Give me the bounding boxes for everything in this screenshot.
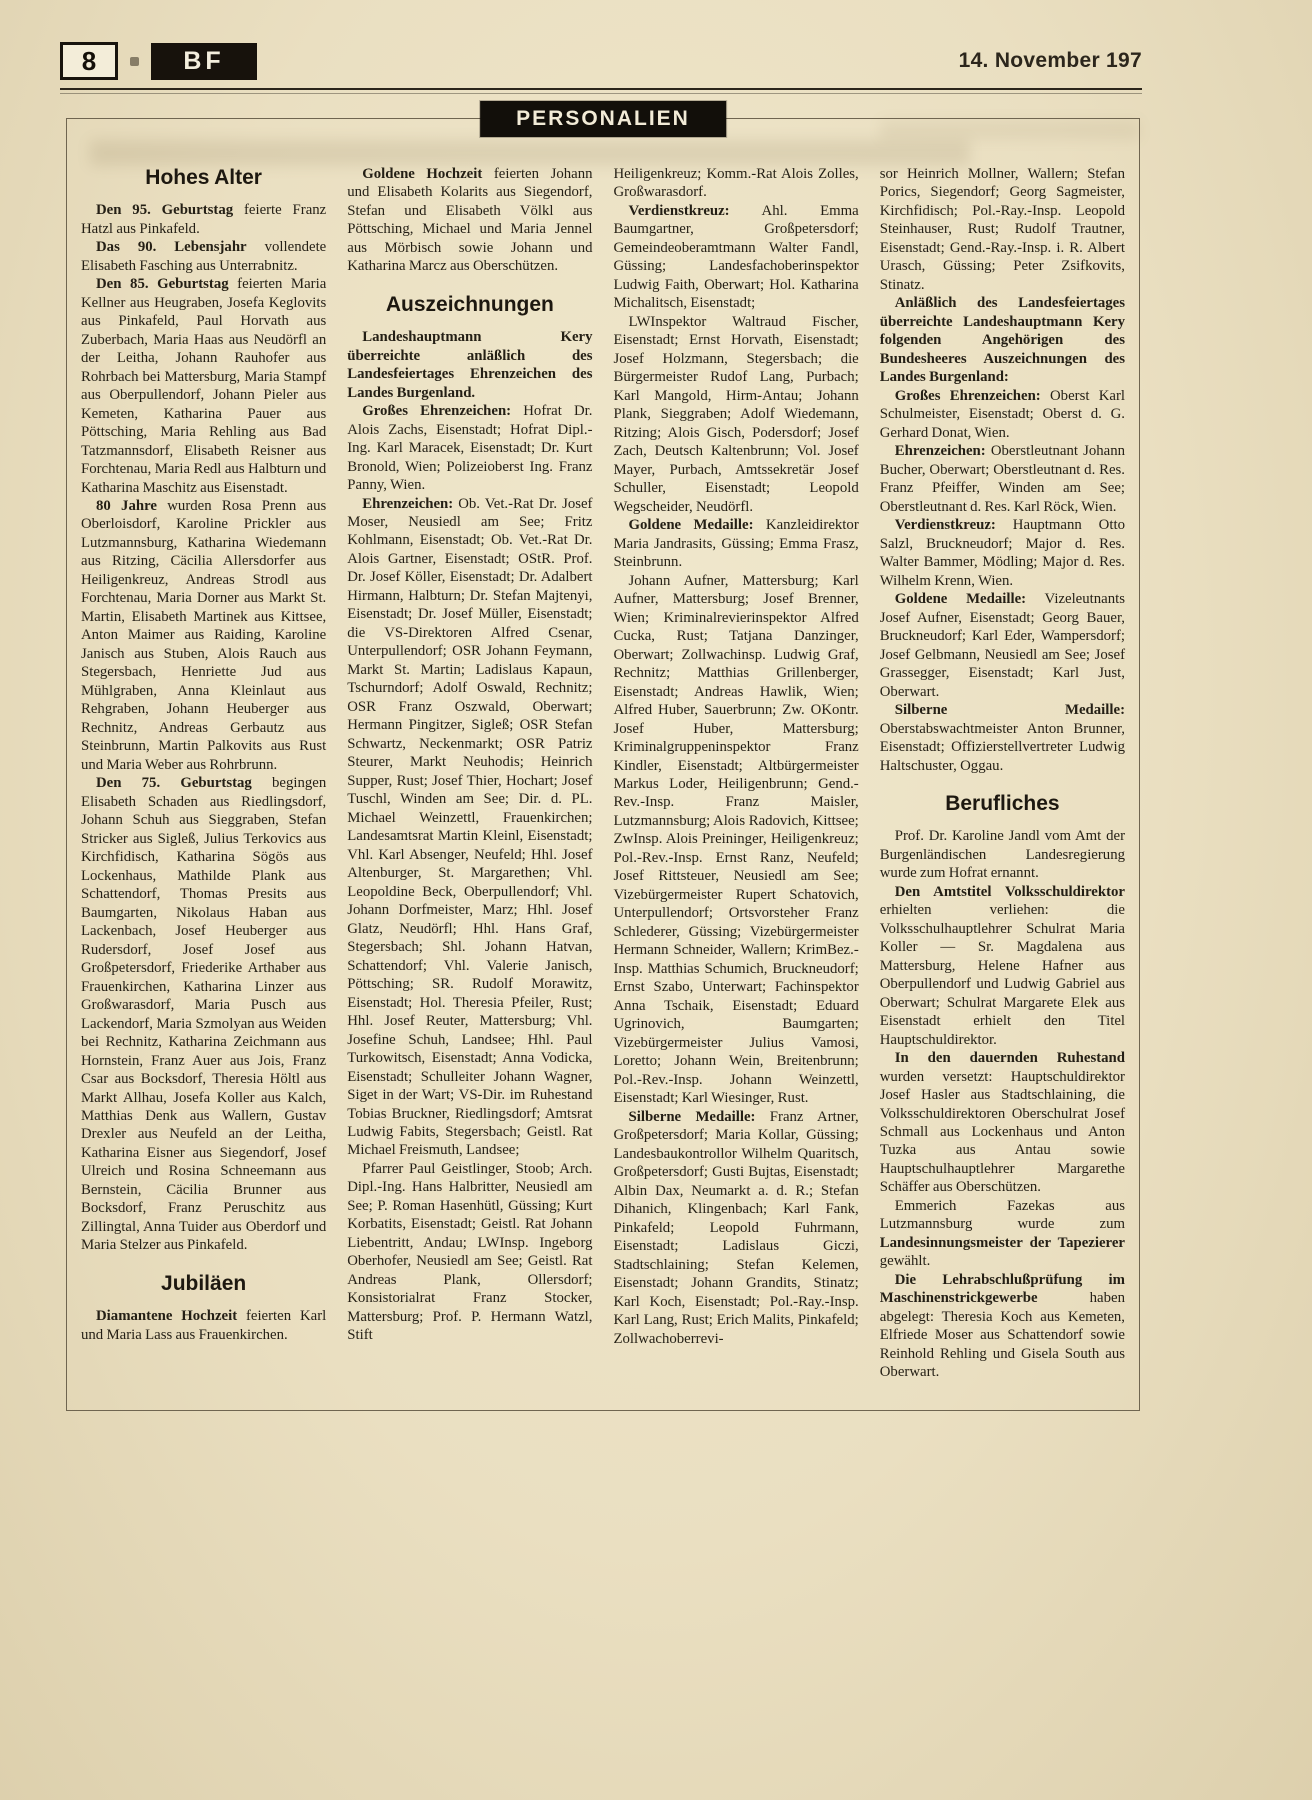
bold-lead-text: Den 95. Geburtstag: [96, 202, 234, 219]
paragraph: [614, 516, 859, 571]
paragraph: [880, 1049, 1125, 1197]
body-text: feierten Johann und Elisabeth Kolarits aus Siegendorf, Stefan und Elisabeth Völkl aus Pöttsching, Michael und Maria Jennel aus Mörbisch sowie Johann und Katharina Marcz aus Oberschützen.: [347, 166, 593, 275]
paragraph: [347, 165, 592, 276]
paragraph: [81, 201, 326, 238]
paragraph: [347, 328, 592, 402]
body-text: wurden versetzt: Hauptschuldirektor Josef Hasler aus Stadtschlaining, die Volksschuldirektoren Oberschulrat Josef Schmall aus Lockenhaus und Anton Tuzka aus Antau sowie Hauptschulhauptlehrer Margarethe Schäffer aus Oberschützen.: [879, 1068, 1125, 1196]
body-text: Emmerich Fazekas aus Lutzmannsburg wurde zum: [879, 1197, 1125, 1233]
body-text: Kanzleidirektor Maria Jandrasits, Güssing; Emma Frasz, Steinbrunn.: [613, 517, 859, 571]
section-heading: Berufliches: [945, 791, 1060, 815]
paragraph: [880, 883, 1125, 1049]
paragraph: [347, 495, 592, 1160]
body-text: Prof. Dr. Karoline Jandl vom Amt der Burgenländischen Landesregierung wurde zum Hofrat ernannt.: [879, 828, 1125, 882]
body-text: Hofrat Dr. Alois Zachs, Eisenstadt; Hofrat Dipl.-Ing. Karl Maracek, Eisenstadt; Dr. Kurt Bronold, Wien; Polizeioberst Ing. Franz Panny, Wien.: [347, 403, 593, 494]
edition-code: BF: [183, 46, 225, 75]
bold-lead-text: Verdienstkreuz:: [894, 517, 996, 534]
section-heading: Hohes Alter: [145, 166, 262, 189]
page-number: 8: [81, 45, 97, 76]
page-number-box: [60, 42, 118, 80]
column-3: [614, 165, 859, 1382]
paragraph: [81, 275, 326, 497]
section-banner: [480, 101, 726, 137]
body-text: begingen Elisabeth Schaden aus Riedlingsdorf, Johann Schuh aus Sieggraben, Stefan Stricker aus Sigleß, Julius Terkovics aus Kirchfidisch, Katharina Sögös aus Lockenhaus, Mathilde Plank aus Schattendorf, Thomas Presits aus Baumgarten, Nikolaus Haban aus Lackenbach, Josef Heuberger aus Rudersdorf, Josef Josef aus Großpetersdorf, Friederike Arthaber aus Frauenkirchen, Katharina Linzer aus Großwarasdorf, Maria Pusch aus Lackendorf, Maria Szmolyan aus Weiden bei Rechnitz, Katharina Zeichmann aus Hornstein, Franz Auer aus Jois, Franz Csar aus Bocksdorf, Theresia Höltl aus Markt Allhau, Josefa Koller aus Kalch, Matthias Denk aus Wallern, Gustav Drexler aus Neufeld an der Leitha, Katharina Eisner aus Siegendorf, Josef Ulreich und Rosina Schneemann aus Bernstein, Cäcilia Brunner aus Bocksdorf, Franz Peruschitz aus Zillingtal, Anna Tuider aus Oberdorf und Maria Stelzer aus Pinkafeld.: [81, 775, 327, 1254]
header-dot-mark: [130, 57, 139, 66]
issue-date: 14. November 197: [958, 49, 1142, 72]
paragraph: [880, 1271, 1125, 1382]
body-text: gewählt.: [879, 1253, 931, 1270]
bold-lead-text: Goldene Hochzeit: [362, 166, 483, 182]
body-text: Vizeleutnants Josef Aufner, Eisenstadt; Georg Bauer, Bruckneudorf; Karl Eder, Wampersdorf; Josef Gelbmann, Neusiedl am See; Josef Grassegger, Eisenstadt; Karl Just, Oberwart.: [879, 591, 1125, 700]
paragraph: [880, 516, 1125, 590]
paragraph: [347, 1160, 592, 1345]
paragraph: [880, 442, 1125, 516]
body-text: Oberst Karl Schulmeister, Eisenstadt; Oberst d. G. Gerhard Donat, Wien.: [879, 387, 1125, 441]
column-4: [880, 165, 1125, 1382]
body-text: haben abgelegt: Theresia Koch aus Kemeten, Elfriede Moser aus Schattendorf sowie Reinhold Rehling und Gisela South aus Oberwart.: [879, 1290, 1125, 1381]
body-text: Pfarrer Paul Geistlinger, Stoob; Arch. Dipl.-Ing. Hans Halbritter, Neusiedl am See; P. Roman Hasenhütl, Güssing; Kurt Korbatits, Eisenstadt; Geistl. Rat Johann Liebentritt, Andau; LWInsp. Ingeborg Oberhofer, Neusiedl am See; Geistl. Rat Andreas Plank, Ollersdorf; Konsistorialrat Franz Stocker, Mattersburg; Prof. P. Hermann Watzl, Stift: [347, 1160, 593, 1344]
body-text: Franz Artner, Großpetersdorf; Maria Kollar, Güssing; Landesbaukontrollor Wilhelm Quaritsch, Großpetersdorf; Gusti Bujtas, Eisenstadt; Albin Dax, Neumarkt a. d. R.; Stefan Dihanich, Klingenbach; Karl Fank, Pinkafeld; Leopold Fuhrmann, Eisenstadt; Ladislaus Giczi, Stadtschlaining; Stefan Kelemen, Eisenstadt; Johann Grandits, Stinatz; Karl Koch, Eisenstadt; Pol.-Ray.-Insp. Karl Lang, Rust; Erich Malits, Pinkafeld; Zollwachoberrevi-: [613, 1108, 859, 1347]
bold-lead-text: Landeshauptmann Kery überreichte anläßlich des Landesfeiertages Ehrenzeichen des Landes Burgenland.: [347, 329, 593, 401]
bold-lead-text: Diamantene Hochzeit: [96, 1308, 238, 1325]
body-text: feierte Franz Hatzl aus Pinkafeld.: [81, 202, 327, 237]
body-text: feierten Karl und Maria Lass aus Frauenkirchen.: [81, 1308, 327, 1343]
bold-lead-text: Die Lehrabschlußprüfung im Maschinenstrickgewerbe: [879, 1271, 1125, 1307]
bold-lead-text: Goldene Medaille:: [628, 517, 754, 534]
paragraph: [880, 590, 1125, 701]
bold-lead-text: 80 Jahre: [96, 498, 157, 514]
edition-code-box: [151, 43, 257, 80]
page-header: [60, 40, 1142, 82]
paragraph: [81, 238, 326, 275]
bold-lead-text: Das 90. Lebensjahr: [96, 239, 247, 256]
personalien-article: [66, 107, 1140, 1411]
body-text: Heiligenkreuz; Komm.-Rat Alois Zolles, Großwarasdorf.: [613, 166, 859, 201]
body-text: erhielten verliehen: die Volksschulhauptlehrer Schulrat Maria Koller — Sr. Magdalena aus Mattersburg, Helene Hafner aus Oberpullendorf und Ludwig Gabriel aus Oberwart; Schulrat Margarete Elek aus Eisenstadt erhielt den Titel Hauptschuldirektor.: [879, 902, 1125, 1048]
body-text: Johann Aufner, Mattersburg; Karl Aufner, Mattersburg; Josef Brenner, Wien; Kriminalrevierinspektor Alfred Cucka, Rust; Tatjana Danzinger, Oberwart; Zollwachinsp. Ludwig Graf, Rechnitz; Matthias Grillenberger, Eisenstadt; Andreas Hawlik, Wien; Alfred Huber, Sauerbrunn; Zw. OKontr. Josef Huber, Mattersburg; Kriminalgruppeninspektor Franz Kindler, Eisenstadt; Altbürgermeister Markus Loder, Heiligenbrunn; Gend.-Rev.-Insp. Franz Maisler, Lutzmannsburg; Alois Radovich, Kittsee; ZwInsp. Alois Preininger, Heiligenkreuz; Pol.-Rev.-Insp. Ernst Ranz, Neufeld; Josef Rittsteuer, Neusiedl am See; Vizebürgermeister Rupert Schatovich, Unterpullendorf; Ortsvorsteher Franz Schlederer, Güssing; Vizebürgermeister Hermann Schneider, Wallern; KrimBez.-Insp. Matthias Schumich, Bruckneudorf; Ernst Szabo, Unterwart; Fachinspektor Anna Tschaik, Eisenstadt; Eduard Ugrinovich, Baumgarten; Vizebürgermeister Julius Vamosi, Loretto; Johann Wein, Breitenbrunn; Pol.-Rev.-Insp. Johann Weinzettl, Eisenstadt; Karl Wiesinger, Rust.: [613, 572, 859, 1107]
paragraph: [81, 497, 326, 774]
bold-lead-text: Großes Ehrenzeichen:: [894, 387, 1041, 404]
bold-lead-text: In den dauernden Ruhestand: [894, 1050, 1125, 1067]
columns-container: [81, 165, 1125, 1382]
paragraph: [880, 294, 1125, 386]
paragraph: [880, 701, 1125, 775]
header-rule: [60, 88, 1142, 90]
body-text: wurden Rosa Prenn aus Oberloisdorf, Karoline Prickler aus Lutzmannsburg, Katharina Wiedemann aus Ritzing, Cäcilia Allersdorfer aus Heiligenkreuz, Andreas Strodl aus Forchtenau, Maria Dorner aus Markt St. Martin, Elisabeth Martinek aus Kittsee, Anton Maimer aus Raiding, Karoline Janisch aus Stuben, Alois Rauch aus Stegersbach, Henriette Jud aus Mühlgraben, Anna Kleinlaut aus Rehgraben, Johann Heuberger aus Rechnitz, Andreas Gerbautz aus Steinbrunn, Martin Palkovits aus Rust und Maria Weber aus Rohrbrunn.: [81, 498, 327, 773]
section-heading: Auszeichnungen: [385, 292, 554, 316]
bold-lead-text: Silberne Medaille:: [628, 1108, 756, 1125]
column-2: [347, 165, 592, 1382]
paragraph: [614, 572, 859, 1108]
paragraph: [614, 1108, 859, 1348]
body-text: vollendete Elisabeth Fasching aus Unterrabnitz.: [81, 239, 327, 274]
paragraph: [81, 774, 326, 1255]
body-text: Ob. Vet.-Rat Dr. Josef Moser, Neusiedl am See; Fritz Kohlmann, Eisenstadt; Ob. Vet.-Rat Dr. Alois Gartner, Eisenstadt; OStR. Prof. Dr. Josef Köller, Eisenstadt; Dr. Adalbert Hirmann, Halbturn; Dr. Stefan Majtenyi, Eisenstadt; Dr. Josef Müller, Eisenstadt; die VS-Direktoren Alfred Csenar, Unterpullendorf; OSR Johann Feymann, Markt St. Martin; Ladislaus Kapaun, Tschurndorf; Adolf Oswald, Rechnitz; OSR Franz Oszwald, Oberwart; Hermann Pingitzer, Sigleß; OSR Stefan Schwartz, Neckenmarkt; OSR Patriz Steurer, Markt Neuhodis; Heinrich Supper, Rust; Josef Thier, Hochart; Josef Tuschl, Winden am See; Dir. d. PL. Michael Weinzettl, Frauenkirchen; Landesamtsrat Martin Kleinl, Eisenstadt; Vhl. Karl Absenger, Neufeld; Hhl. Josef Altenburger, St. Margarethen; Vhl. Leopoldine Beck, Oberpullendorf; Vhl. Johann Dorfmeister, Marz; Hhl. Josef Glatz, Neudörfl; Hhl. Hans Graf, Stegersbach; Shl. Johann Hatvan, Schattendorf; Vhl. Valerie Janisch, Pöttsching; SR. Rudolf Morawitz, Eisenstadt; Hol. Theresia Pfeiler, Rust; Hhl. Josef Reuter, Mattersburg; Vhl. Josefine Schuh, Landsee; Hhl. Paul Turkowitsch, Eisenstadt; Anna Vodicka, Eisenstadt; Schulleiter Johann Wagner, Siget in der Wart; VS-Dir. im Ruhestand Tobias Bruckner, Riedlingsdorf; Amtsrat Ludwig Fabits, Stegersbach; Geistl. Rat Michael Freismuth, Landsee;: [347, 495, 593, 1159]
section-heading: Jubiläen: [161, 1271, 247, 1295]
paragraph: [614, 313, 859, 516]
bold-lead-text: Silberne Medaille:: [894, 702, 1125, 719]
bold-lead-text: Ehrenzeichen:: [894, 443, 986, 460]
bold-lead-text: Ehrenzeichen:: [362, 495, 454, 512]
body-text: Oberstleutnant Johann Bucher, Oberwart; Oberstleutnant d. Res. Franz Pfeiffer, Winden am See; Oberstleutnant d. Res. Karl Röck, Wien.: [879, 443, 1125, 515]
paragraph: [880, 1197, 1125, 1271]
bold-lead-text: Großes Ehrenzeichen:: [362, 403, 512, 420]
body-text: Hauptmann Otto Salzl, Bruckneudorf; Major d. Res. Walter Bammer, Mödling; Major d. Res. Wilhelm Krenn, Wien.: [879, 517, 1125, 589]
body-text: Oberstabswachtmeister Anton Brunner, Eisenstadt; Offizierstellvertreter Ludwig Haltschuster, Oggau.: [879, 720, 1125, 774]
paragraph: [880, 827, 1125, 882]
bold-lead-text: Landesinnungsmeister der Tapezierer: [879, 1234, 1125, 1251]
bold-lead-text: Den 75. Geburtstag: [96, 775, 252, 792]
paragraph: [347, 402, 592, 494]
paragraph: [614, 165, 859, 202]
bold-lead-text: Den Amtstitel Volksschuldirektor: [894, 883, 1125, 900]
paragraph: [880, 165, 1125, 294]
body-text: LWInspektor Waltraud Fischer, Eisenstadt; Ernst Horvath, Eisenstadt; Josef Holzmann, Stegersbach; die Bürgermeister Rudof Lang, Purbach; Karl Mangold, Hirm-Antau; Johann Plank, Sieggraben; Adolf Wiedemann, Ritzing; Alois Gisch, Podersdorf; Josef Zach, Deutsch Kaltenbrunn; Vol. Josef Mayer, Purbach, Amtssekretär Josef Schuller, Eisenstadt; Leopold Wegscheider, Neudörfl.: [613, 313, 859, 515]
body-text: feierten Maria Kellner aus Heugraben, Josefa Keglovits aus Pinkafeld, Paul Horvath aus Zuberbach, Maria Haas aus Neudörfl an der Leitha, Johann Rauhofer aus Rohrbach bei Mattersburg, Maria Stampf aus Oberpullendorf, Johann Pieler aus Kemeten, Katharina Pauer aus Pöttsching, Maria Rehling aus Bad Tatzmannsdorf, Elisabeth Reisner aus Forchtenau, Maria Redl aus Halbturn und Katharina Maschitz aus Eisenstadt.: [81, 276, 327, 496]
column-1: [81, 165, 326, 1382]
bold-lead-text: Verdienstkreuz:: [628, 202, 730, 219]
bold-lead-text: Goldene Medaille:: [894, 591, 1027, 608]
body-text: sor Heinrich Mollner, Wallern; Stefan Porics, Siegendorf; Georg Sagmeister, Kirchfidisch; Pol.-Ray.-Insp. Leopold Steinhauser, Rust; Rudolf Trautner, Eisenstadt; Gend.-Ray.-Insp. i. R. Albert Urasch, Güssing; Peter Zsifkovits, Stinatz.: [879, 166, 1125, 293]
paragraph: [880, 387, 1125, 442]
bold-lead-text: Den 85. Geburtstag: [96, 276, 229, 293]
section-banner-title: PERSONALIEN: [516, 107, 690, 130]
body-text: Ahl. Emma Baumgartner, Großpetersdorf; Gemeindeoberamtmann Walter Fandl, Güssing; Landesfachoberinspektor Ludwig Faith, Oberwart; Hol. Katharina Michalitsch, Eisenstadt;: [613, 202, 859, 312]
paragraph: [81, 1307, 326, 1344]
bold-lead-text: Anläßlich des Landesfeiertages überreichte Landeshauptmann Kery folgenden Angehörigen des Bundesheeres Auszeichnungen des Landes Burgenland:: [879, 295, 1125, 386]
paragraph: [614, 202, 859, 313]
